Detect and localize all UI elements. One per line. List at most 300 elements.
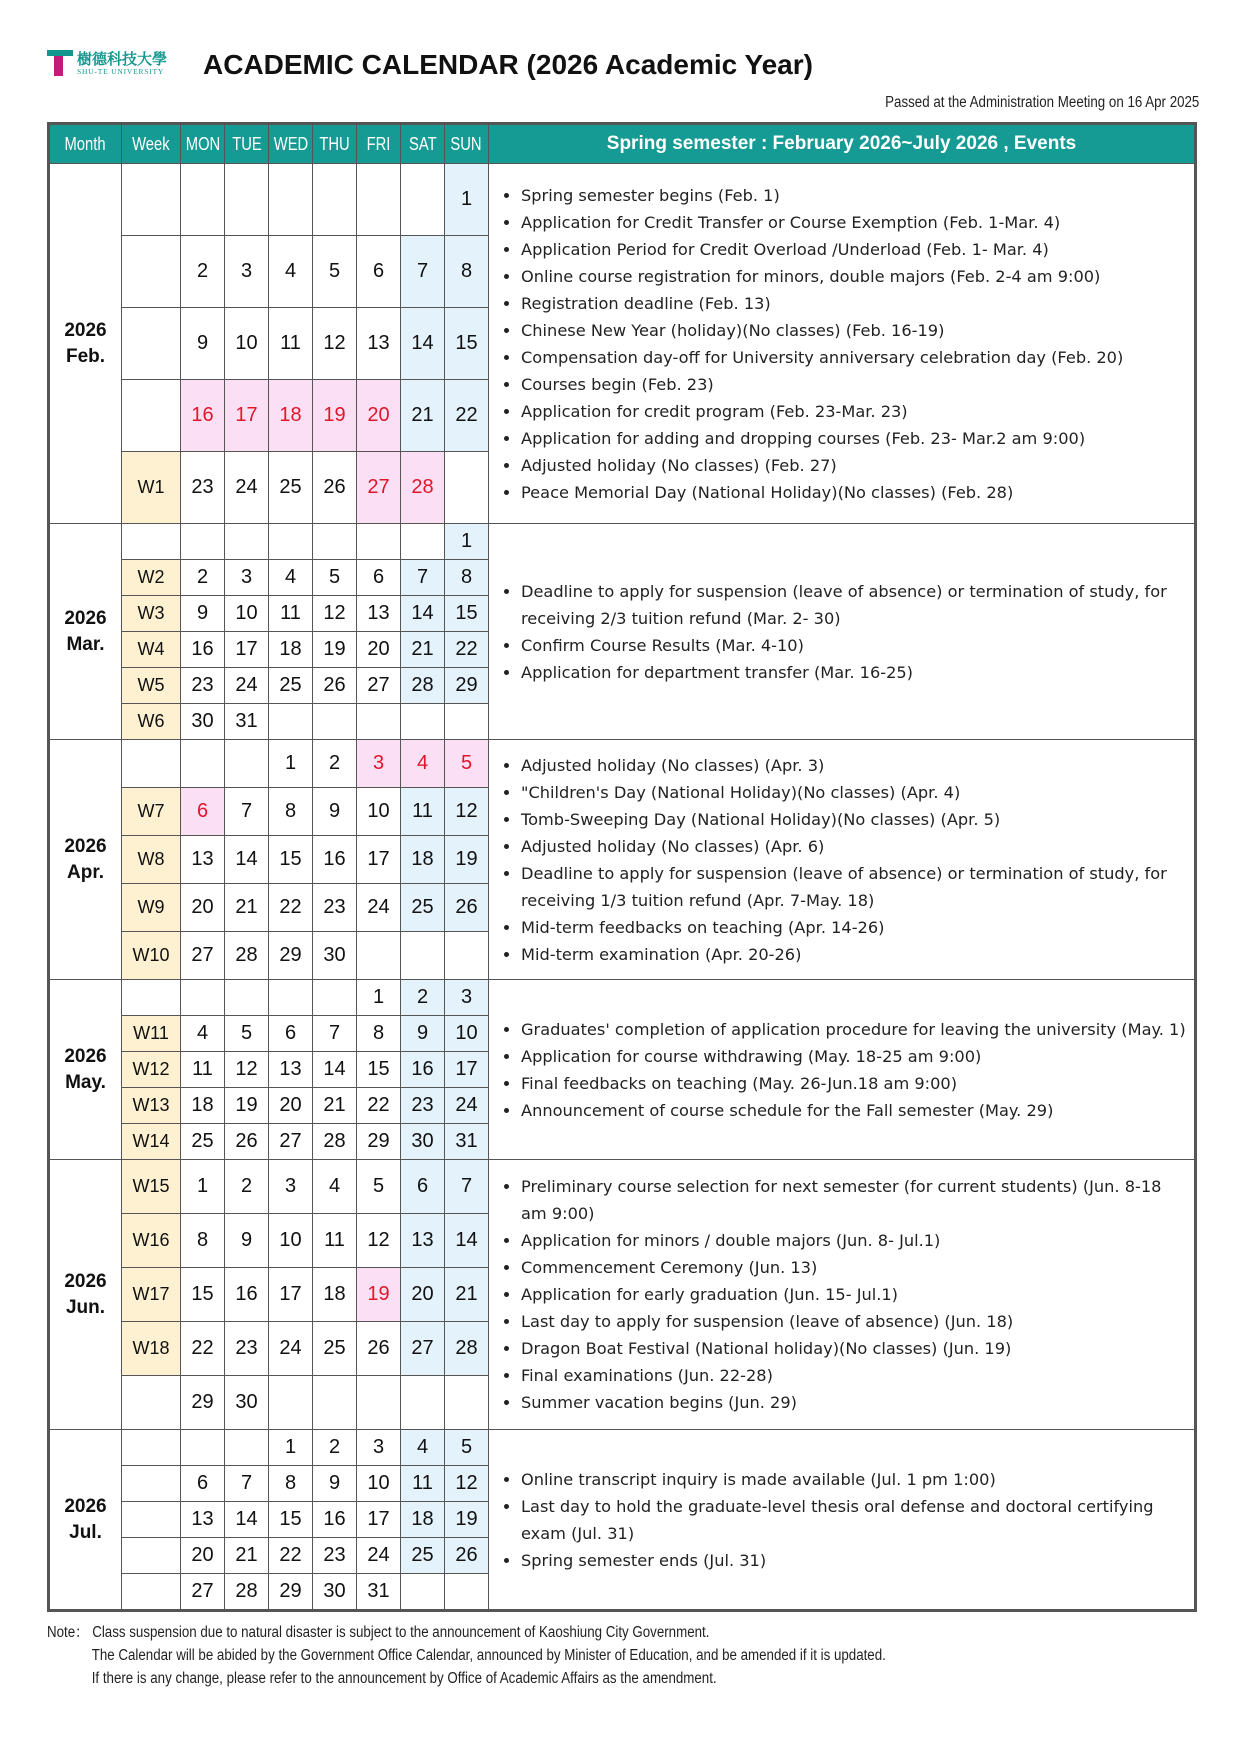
day-cell-mon: [181, 164, 225, 236]
day-cell-wed: 4: [269, 560, 313, 596]
day-cell-tue: 28: [225, 1574, 269, 1610]
event-item: • Courses begin (Feb. 23): [521, 371, 1190, 398]
day-cell-sat: 18: [401, 1502, 445, 1538]
week-number: W1: [122, 452, 181, 524]
day-cell-fri: 6: [357, 236, 401, 308]
day-cell-sat: 27: [401, 1322, 445, 1376]
event-item: • Summer vacation begins (Jun. 29): [521, 1389, 1190, 1416]
month-label-line: May.: [65, 1071, 106, 1093]
day-cell-thu: 16: [313, 1502, 357, 1538]
day-cell-sun: [445, 1574, 489, 1610]
day-cell-mon: 6: [181, 1466, 225, 1502]
day-cell-thu: 11: [313, 1214, 357, 1268]
event-item: • Commencement Ceremony (Jun. 13): [521, 1254, 1190, 1281]
day-cell-tue: 23: [225, 1322, 269, 1376]
event-item: • Deadline to apply for suspension (leave of absence) or termination of study, for receiving 1/3 tuition refund (Apr. 7-May. 18): [521, 860, 1190, 914]
day-cell-thu: 19: [313, 380, 357, 452]
day-cell-tue: 17: [225, 632, 269, 668]
week-number: W17: [122, 1268, 181, 1322]
week-row: [50, 164, 1195, 236]
day-cell-tue: 19: [225, 1088, 269, 1124]
day-cell-tue: [225, 980, 269, 1016]
header-tue: TUE: [225, 125, 269, 164]
day-cell-tue: 10: [225, 308, 269, 380]
day-cell-fri: 27: [357, 452, 401, 524]
day-cell-thu: 9: [313, 1466, 357, 1502]
day-cell-sat: [401, 524, 445, 560]
note-prefix: Note：: [47, 1624, 89, 1641]
day-cell-mon: 6: [181, 788, 225, 836]
day-cell-sat: 14: [401, 596, 445, 632]
calendar-body: [50, 164, 1195, 1610]
day-cell-mon: 1: [181, 1160, 225, 1214]
day-cell-wed: [269, 164, 313, 236]
event-item: • "Children's Day (National Holiday)(No classes) (Apr. 4): [521, 779, 1190, 806]
day-cell-thu: 30: [313, 1574, 357, 1610]
day-cell-tue: 21: [225, 1538, 269, 1574]
day-cell-mon: 13: [181, 836, 225, 884]
note-line: Class suspension due to natural disaster is subject to the announcement of Kaoshiung City Government.: [92, 1624, 710, 1641]
day-cell-tue: [225, 740, 269, 788]
day-cell-thu: [313, 980, 357, 1016]
day-cell-wed: 29: [269, 1574, 313, 1610]
day-cell-mon: 25: [181, 1124, 225, 1160]
day-cell-sat: [401, 932, 445, 980]
day-cell-thu: 5: [313, 560, 357, 596]
day-cell-mon: 27: [181, 932, 225, 980]
week-number: [122, 740, 181, 788]
logo-icon: [47, 50, 73, 76]
month-label-line: Jun.: [65, 1296, 106, 1318]
day-cell-fri: 15: [357, 1052, 401, 1088]
month-label-line: Jul.: [69, 1521, 102, 1543]
day-cell-fri: 17: [357, 1502, 401, 1538]
day-cell-fri: 8: [357, 1016, 401, 1052]
day-cell-sat: 2: [401, 980, 445, 1016]
event-item: • Application for Credit Transfer or Course Exemption (Feb. 1-Mar. 4): [521, 209, 1190, 236]
day-cell-sat: 4: [401, 1430, 445, 1466]
month-label-line: 2026: [64, 835, 107, 857]
day-cell-sat: 11: [401, 788, 445, 836]
day-cell-fri: 5: [357, 1160, 401, 1214]
header-events: Spring semester : February 2026~July 2026 , Events: [489, 125, 1195, 164]
day-cell-thu: 25: [313, 1322, 357, 1376]
day-cell-mon: [181, 980, 225, 1016]
week-row: [50, 1160, 1195, 1214]
day-cell-mon: [181, 524, 225, 560]
month-label-line: 2026: [64, 1045, 107, 1067]
week-number: [122, 380, 181, 452]
day-cell-fri: 3: [357, 740, 401, 788]
day-cell-thu: 16: [313, 836, 357, 884]
event-item: • Deadline to apply for suspension (leave of absence) or termination of study, for receiving 2/3 tuition refund (Mar. 2- 30): [521, 578, 1190, 632]
day-cell-fri: 13: [357, 596, 401, 632]
day-cell-thu: [313, 164, 357, 236]
day-cell-tue: 31: [225, 704, 269, 740]
day-cell-sun: 1: [445, 164, 489, 236]
day-cell-thu: 18: [313, 1268, 357, 1322]
day-cell-tue: 7: [225, 1466, 269, 1502]
week-number: [122, 1376, 181, 1430]
day-cell-sun: 19: [445, 1502, 489, 1538]
day-cell-sat: [401, 1376, 445, 1430]
week-number: [122, 980, 181, 1016]
day-cell-wed: 20: [269, 1088, 313, 1124]
day-cell-sun: 17: [445, 1052, 489, 1088]
day-cell-mon: 18: [181, 1088, 225, 1124]
month-label-line: 2026: [64, 1495, 107, 1517]
day-cell-tue: 10: [225, 596, 269, 632]
week-number: W16: [122, 1214, 181, 1268]
day-cell-mon: 2: [181, 560, 225, 596]
day-cell-tue: 24: [225, 452, 269, 524]
day-cell-mon: 9: [181, 596, 225, 632]
day-cell-sat: 28: [401, 668, 445, 704]
event-item: • Online course registration for minors, double majors (Feb. 2-4 am 9:00): [521, 263, 1190, 290]
day-cell-sun: 8: [445, 560, 489, 596]
month-label-line: Apr.: [67, 861, 104, 883]
day-cell-sat: 16: [401, 1052, 445, 1088]
day-cell-mon: 16: [181, 380, 225, 452]
header-sun: SUN: [445, 125, 489, 164]
events-list: [489, 740, 1195, 980]
events-list: [489, 524, 1195, 740]
day-cell-mon: 2: [181, 236, 225, 308]
day-cell-thu: 5: [313, 236, 357, 308]
day-cell-sat: 30: [401, 1124, 445, 1160]
week-number: [122, 1502, 181, 1538]
day-cell-thu: 14: [313, 1052, 357, 1088]
month-label-line: 2026: [64, 1270, 107, 1292]
day-cell-mon: [181, 740, 225, 788]
day-cell-sun: 22: [445, 632, 489, 668]
day-cell-wed: [269, 704, 313, 740]
event-item: • Confirm Course Results (Mar. 4-10): [521, 632, 1190, 659]
week-number: W7: [122, 788, 181, 836]
day-cell-mon: [181, 1430, 225, 1466]
day-cell-wed: 8: [269, 1466, 313, 1502]
week-number: [122, 1574, 181, 1610]
day-cell-fri: 17: [357, 836, 401, 884]
week-number: W2: [122, 560, 181, 596]
week-number: W8: [122, 836, 181, 884]
day-cell-wed: 17: [269, 1268, 313, 1322]
day-cell-sat: [401, 704, 445, 740]
event-item: • Spring semester begins (Feb. 1): [521, 182, 1190, 209]
week-number: W4: [122, 632, 181, 668]
day-cell-thu: 23: [313, 1538, 357, 1574]
day-cell-mon: 16: [181, 632, 225, 668]
day-cell-fri: 31: [357, 1574, 401, 1610]
event-item: • Application for adding and dropping courses (Feb. 23- Mar.2 am 9:00): [521, 425, 1190, 452]
week-number: W11: [122, 1016, 181, 1052]
day-cell-wed: 4: [269, 236, 313, 308]
week-row: [50, 1430, 1195, 1466]
day-cell-tue: 14: [225, 1502, 269, 1538]
day-cell-wed: 25: [269, 452, 313, 524]
day-cell-sat: 7: [401, 560, 445, 596]
header-sat: SAT: [401, 125, 445, 164]
week-number: W13: [122, 1088, 181, 1124]
month-label-line: 2026: [64, 607, 107, 629]
event-item: • Dragon Boat Festival (National holiday)(No classes) (Jun. 19): [521, 1335, 1190, 1362]
day-cell-fri: [357, 164, 401, 236]
day-cell-sun: [445, 452, 489, 524]
day-cell-tue: [225, 1430, 269, 1466]
day-cell-wed: 24: [269, 1322, 313, 1376]
day-cell-sat: 25: [401, 1538, 445, 1574]
day-cell-mon: 9: [181, 308, 225, 380]
event-item: • Mid-term feedbacks on teaching (Apr. 14-26): [521, 914, 1190, 941]
month-label-line: Mar.: [66, 633, 105, 655]
month-label: [50, 1160, 122, 1430]
day-cell-fri: 10: [357, 788, 401, 836]
day-cell-sun: 5: [445, 1430, 489, 1466]
week-number: W12: [122, 1052, 181, 1088]
month-label: [50, 1430, 122, 1610]
day-cell-sun: 12: [445, 1466, 489, 1502]
day-cell-fri: 24: [357, 884, 401, 932]
day-cell-mon: 13: [181, 1502, 225, 1538]
day-cell-sun: [445, 932, 489, 980]
day-cell-wed: 18: [269, 380, 313, 452]
day-cell-sun: 5: [445, 740, 489, 788]
day-cell-wed: 15: [269, 836, 313, 884]
day-cell-fri: 13: [357, 308, 401, 380]
day-cell-mon: 20: [181, 1538, 225, 1574]
day-cell-tue: 30: [225, 1376, 269, 1430]
header-wed: WED: [269, 125, 313, 164]
event-item: • Final feedbacks on teaching (May. 26-Jun.18 am 9:00): [521, 1070, 1190, 1097]
header-thu: THU: [313, 125, 357, 164]
note-line: If there is any change, please refer to the announcement by Office of Academic Affairs as the amendment.: [91, 1670, 717, 1687]
events-list: [489, 1160, 1195, 1430]
day-cell-thu: 19: [313, 632, 357, 668]
logo-chinese-name: 樹德科技大學: [77, 50, 168, 68]
day-cell-sat: 25: [401, 884, 445, 932]
day-cell-sun: 24: [445, 1088, 489, 1124]
day-cell-sat: 21: [401, 380, 445, 452]
week-row: [50, 524, 1195, 560]
event-item: • Application for minors / double majors (Jun. 8- Jul.1): [521, 1227, 1190, 1254]
day-cell-sat: 9: [401, 1016, 445, 1052]
day-cell-thu: 28: [313, 1124, 357, 1160]
day-cell-wed: 22: [269, 884, 313, 932]
event-item: • Mid-term examination (Apr. 20-26): [521, 941, 1190, 968]
events-list: [489, 164, 1195, 524]
day-cell-wed: [269, 524, 313, 560]
day-cell-sat: 4: [401, 740, 445, 788]
day-cell-mon: 4: [181, 1016, 225, 1052]
header-week: Week: [122, 125, 181, 164]
university-logo: [47, 48, 189, 78]
event-item: • Compensation day-off for University anniversary celebration day (Feb. 20): [521, 344, 1190, 371]
day-cell-sat: 7: [401, 236, 445, 308]
day-cell-sat: 11: [401, 1466, 445, 1502]
day-cell-sun: 1: [445, 524, 489, 560]
event-item: • Chinese New Year (holiday)(No classes) (Feb. 16-19): [521, 317, 1190, 344]
event-item: • Graduates' completion of application procedure for leaving the university (May. 1): [521, 1016, 1190, 1043]
day-cell-thu: 7: [313, 1016, 357, 1052]
day-cell-tue: 3: [225, 236, 269, 308]
day-cell-sun: [445, 1376, 489, 1430]
day-cell-sat: 28: [401, 452, 445, 524]
day-cell-sun: 26: [445, 1538, 489, 1574]
day-cell-tue: [225, 164, 269, 236]
week-number: [122, 1466, 181, 1502]
footnote: [47, 1621, 886, 1690]
day-cell-wed: 22: [269, 1538, 313, 1574]
day-cell-tue: 17: [225, 380, 269, 452]
day-cell-fri: 20: [357, 380, 401, 452]
day-cell-wed: 25: [269, 668, 313, 704]
week-number: W3: [122, 596, 181, 632]
day-cell-tue: 7: [225, 788, 269, 836]
day-cell-tue: 24: [225, 668, 269, 704]
day-cell-sat: [401, 164, 445, 236]
event-item: • Peace Memorial Day (National Holiday)(No classes) (Feb. 28): [521, 479, 1190, 506]
day-cell-sun: 3: [445, 980, 489, 1016]
event-item: • Application for course withdrawing (May. 18-25 am 9:00): [521, 1043, 1190, 1070]
day-cell-wed: 6: [269, 1016, 313, 1052]
day-cell-fri: [357, 1376, 401, 1430]
week-number: W14: [122, 1124, 181, 1160]
day-cell-mon: 23: [181, 452, 225, 524]
day-cell-tue: 21: [225, 884, 269, 932]
day-cell-sat: 20: [401, 1268, 445, 1322]
events-list: [489, 980, 1195, 1160]
event-item: • Last day to hold the graduate-level thesis oral defense and doctoral certifying exam (Jul. 31): [521, 1493, 1190, 1547]
header-mon: MON: [181, 125, 225, 164]
month-label: [50, 740, 122, 980]
day-cell-mon: 22: [181, 1322, 225, 1376]
day-cell-sun: 8: [445, 236, 489, 308]
events-list: [489, 1430, 1195, 1610]
day-cell-wed: 29: [269, 932, 313, 980]
header-row: [50, 125, 1195, 164]
day-cell-tue: 14: [225, 836, 269, 884]
day-cell-thu: 2: [313, 740, 357, 788]
day-cell-tue: 26: [225, 1124, 269, 1160]
calendar-table: [47, 122, 1197, 1612]
event-item: • Registration deadline (Feb. 13): [521, 290, 1190, 317]
day-cell-thu: 12: [313, 596, 357, 632]
day-cell-thu: 26: [313, 668, 357, 704]
day-cell-tue: [225, 524, 269, 560]
week-number: [122, 236, 181, 308]
day-cell-sun: 29: [445, 668, 489, 704]
day-cell-sun: 22: [445, 380, 489, 452]
event-item: • Adjusted holiday (No classes) (Apr. 3): [521, 752, 1190, 779]
day-cell-thu: 9: [313, 788, 357, 836]
day-cell-mon: 8: [181, 1214, 225, 1268]
page-title: ACADEMIC CALENDAR (2026 Academic Year): [203, 49, 813, 80]
day-cell-fri: 6: [357, 560, 401, 596]
day-cell-fri: 20: [357, 632, 401, 668]
day-cell-tue: 3: [225, 560, 269, 596]
day-cell-sat: 13: [401, 1214, 445, 1268]
event-item: • Adjusted holiday (No classes) (Apr. 6): [521, 833, 1190, 860]
day-cell-wed: 13: [269, 1052, 313, 1088]
day-cell-mon: 20: [181, 884, 225, 932]
day-cell-fri: 19: [357, 1268, 401, 1322]
day-cell-tue: 28: [225, 932, 269, 980]
day-cell-fri: [357, 932, 401, 980]
day-cell-fri: 29: [357, 1124, 401, 1160]
week-number: W9: [122, 884, 181, 932]
day-cell-thu: 21: [313, 1088, 357, 1124]
day-cell-wed: 11: [269, 308, 313, 380]
day-cell-tue: 16: [225, 1268, 269, 1322]
day-cell-thu: [313, 524, 357, 560]
day-cell-wed: 10: [269, 1214, 313, 1268]
week-number: [122, 1430, 181, 1466]
day-cell-thu: [313, 704, 357, 740]
day-cell-fri: 10: [357, 1466, 401, 1502]
day-cell-thu: 23: [313, 884, 357, 932]
day-cell-mon: 27: [181, 1574, 225, 1610]
day-cell-sun: [445, 704, 489, 740]
week-number: W10: [122, 932, 181, 980]
event-item: • Application for credit program (Feb. 23-Mar. 23): [521, 398, 1190, 425]
day-cell-sat: [401, 1574, 445, 1610]
day-cell-wed: 1: [269, 1430, 313, 1466]
day-cell-thu: 2: [313, 1430, 357, 1466]
day-cell-fri: 3: [357, 1430, 401, 1466]
day-cell-wed: 3: [269, 1160, 313, 1214]
day-cell-wed: [269, 1376, 313, 1430]
day-cell-tue: 12: [225, 1052, 269, 1088]
note-line: The Calendar will be abided by the Government Office Calendar, announced by Minister of Education, and be amended if it is updated.: [91, 1647, 886, 1664]
day-cell-fri: 27: [357, 668, 401, 704]
day-cell-sun: 26: [445, 884, 489, 932]
day-cell-thu: 26: [313, 452, 357, 524]
day-cell-thu: [313, 1376, 357, 1430]
day-cell-mon: 11: [181, 1052, 225, 1088]
week-number: W15: [122, 1160, 181, 1214]
event-item: • Last day to apply for suspension (leave of absence) (Jun. 18): [521, 1308, 1190, 1335]
day-cell-sun: 19: [445, 836, 489, 884]
day-cell-wed: 8: [269, 788, 313, 836]
approval-note: Passed at the Administration Meeting on 16 Apr 2025: [884, 94, 1199, 111]
day-cell-wed: 15: [269, 1502, 313, 1538]
month-label: [50, 524, 122, 740]
day-cell-tue: 5: [225, 1016, 269, 1052]
day-cell-sun: 31: [445, 1124, 489, 1160]
day-cell-wed: 18: [269, 632, 313, 668]
day-cell-mon: 15: [181, 1268, 225, 1322]
event-item: • Final examinations (Jun. 22-28): [521, 1362, 1190, 1389]
event-item: • Application for department transfer (Mar. 16-25): [521, 659, 1190, 686]
day-cell-fri: 12: [357, 1214, 401, 1268]
logo-english-name: SHU-TE UNIVERSITY: [77, 67, 165, 76]
header-month: Month: [50, 125, 122, 164]
day-cell-wed: [269, 980, 313, 1016]
week-number: [122, 308, 181, 380]
week-number: [122, 1538, 181, 1574]
day-cell-mon: 30: [181, 704, 225, 740]
month-label: [50, 980, 122, 1160]
day-cell-thu: 12: [313, 308, 357, 380]
day-cell-mon: 23: [181, 668, 225, 704]
month-label-line: Feb.: [65, 345, 106, 367]
day-cell-sun: 14: [445, 1214, 489, 1268]
event-item: • Application Period for Credit Overload /Underload (Feb. 1- Mar. 4): [521, 236, 1190, 263]
day-cell-fri: [357, 704, 401, 740]
event-item: • Online transcript inquiry is made available (Jul. 1 pm 1:00): [521, 1466, 1190, 1493]
week-number: W18: [122, 1322, 181, 1376]
day-cell-sun: 21: [445, 1268, 489, 1322]
